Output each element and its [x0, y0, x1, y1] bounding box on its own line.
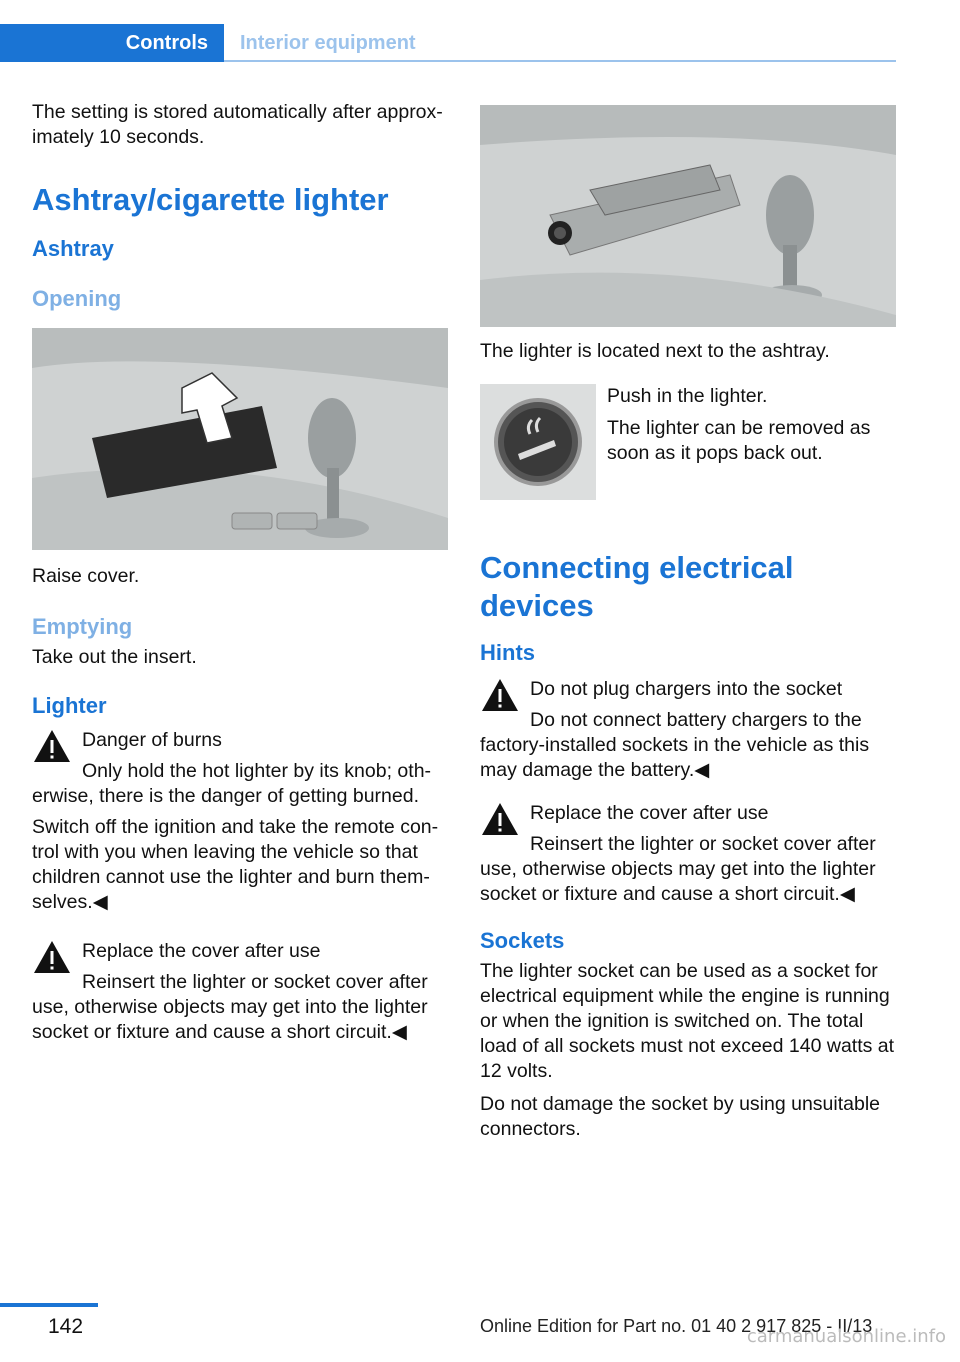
lighter-removed-text: The lighter can be removed as soon as it pops back out.	[607, 417, 871, 464]
emptying-text: Take out the insert.	[32, 646, 197, 668]
edition-text: Online Edition for Part no. 01 40 2 917 825 - II/13	[480, 1316, 873, 1336]
section-title-ashtray-lighter: Ashtray/cigarette lighter	[32, 182, 389, 217]
section-title-electrical-devices: Connecting electrical devices	[480, 550, 794, 623]
lighter-button-illustration	[480, 384, 596, 500]
warning-title: Replace the cover after use	[82, 940, 321, 962]
heading-emptying: Emptying	[32, 614, 133, 639]
warning-text: Do not connect battery chargers to the factory-installed sockets in the vehicle as this may damage the battery.◀	[480, 709, 870, 781]
warning-text: Reinsert the lighter or socket cover after use, otherwise objects may get into the lighter socket or fixture and cause a short circuit.◀	[32, 971, 428, 1043]
warning-triangle-icon	[480, 801, 520, 837]
lighter-location-caption: The lighter is located next to the ashtray.	[480, 340, 830, 362]
section-tab-interior-equipment[interactable]: Interior equipment	[240, 32, 416, 54]
ashtray-opening-illustration	[32, 328, 448, 550]
lighter-location-illustration	[480, 105, 896, 327]
warning-text: Only hold the hot lighter by its knob; otherwise, there is the danger of getting burned.	[32, 760, 432, 807]
section-tab-controls[interactable]: Controls	[0, 24, 224, 62]
header-rule	[224, 60, 896, 62]
heading-opening: Opening	[32, 286, 122, 311]
lighter-usage-block	[480, 384, 896, 500]
warning-danger-of-burns	[32, 728, 448, 809]
watermark-text: carmanualsonline.info	[746, 1326, 946, 1347]
warning-text-continued: Switch off the ignition and take the remote control with you when leaving the vehicle so that children cannot use the lighter and burn themselves.◀	[32, 816, 439, 913]
heading-lighter: Lighter	[32, 693, 107, 718]
heading-ashtray: Ashtray	[32, 236, 114, 261]
warning-text: Reinsert the lighter or socket cover after use, otherwise objects may get into the lighter socket or fixture and cause a short circuit.◀	[480, 833, 876, 905]
warning-triangle-icon	[32, 939, 72, 975]
heading-hints: Hints	[480, 640, 535, 665]
push-lighter-text: Push in the lighter.	[607, 385, 768, 407]
footer-accent-bar	[0, 1303, 98, 1307]
right-column	[480, 105, 896, 1142]
intro-text: The setting is stored automatically after approximately 10 seconds.	[32, 101, 443, 148]
warning-replace-cover	[32, 939, 448, 1045]
warning-replace-cover-right	[480, 801, 896, 907]
warning-title: Do not plug chargers into the socket	[530, 678, 843, 700]
heading-sockets: Sockets	[480, 928, 565, 953]
page-header	[0, 0, 960, 62]
warning-triangle-icon	[480, 677, 520, 713]
opening-caption: Raise cover.	[32, 565, 140, 587]
warning-title: Danger of burns	[82, 729, 222, 751]
warning-chargers	[480, 677, 896, 783]
sockets-text-2: Do not damage the socket by using unsuitable connectors.	[480, 1093, 881, 1140]
sockets-text: The lighter socket can be used as a socket for electrical equipment while the engine is running or when the ignition is switched on. The total load of all sockets must not exceed 140 watts at 12 volts.	[480, 960, 895, 1082]
warning-title: Replace the cover after use	[530, 802, 769, 824]
warning-triangle-icon	[32, 728, 72, 764]
left-column	[32, 100, 448, 1045]
page-number: 142	[48, 1315, 84, 1338]
